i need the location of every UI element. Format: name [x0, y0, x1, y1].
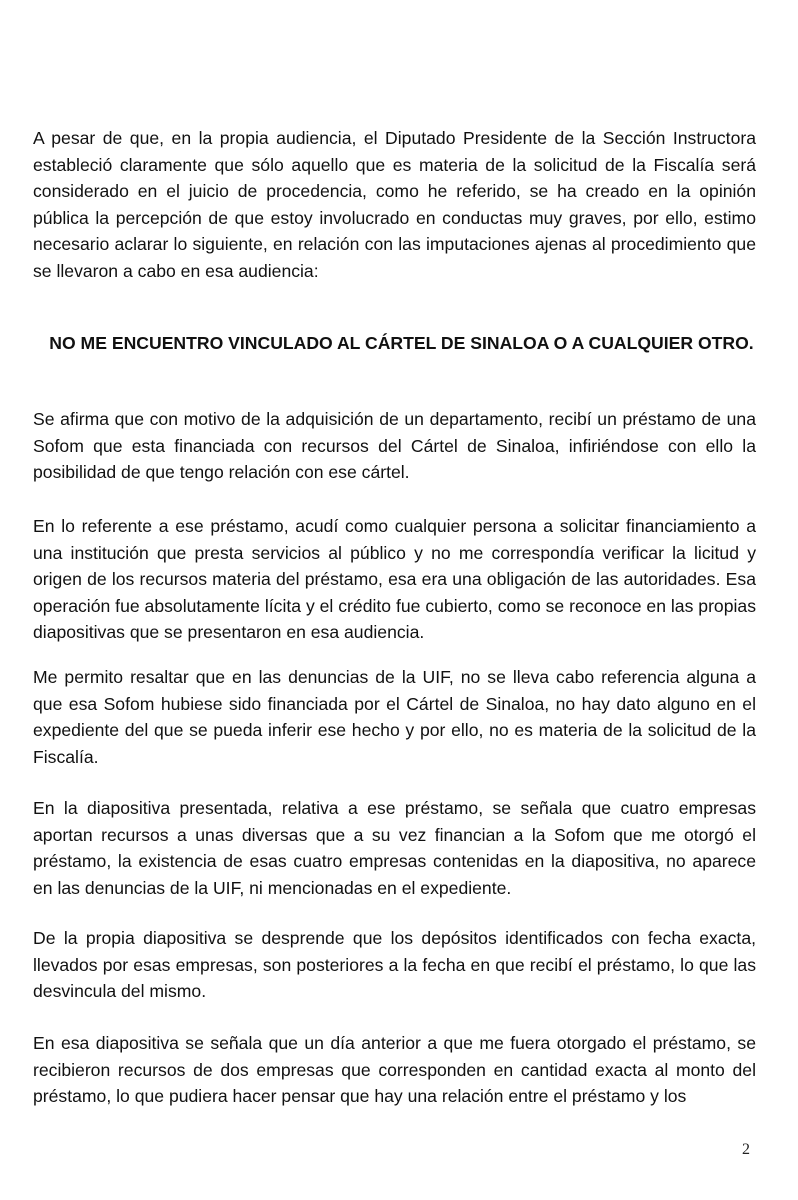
paragraph-loan-claim: Se afirma que con motivo de la adquisición de un departamento, recibí un préstamo de una Sofom que esta financiada con recursos del Cártel de Sinaloa, infiriéndose con ello la posibilidad de que tengo relación con ese cártel. [33, 409, 756, 482]
paragraph-intro: A pesar de que, en la propia audiencia, el Diputado Presidente de la Sección Instructora estableció claramente que sólo aquello que es materia de la solicitud de la Fiscalía será considerado en el juicio de procedencia, como he referido, se ha creado en la opinión pública la percepción de que estoy involucrado en conductas muy graves, por ello, estimo necesario aclarar lo siguiente, en relación con las imputaciones ajenas al procedimiento que se llevaron a cabo en esa audiencia: [33, 128, 756, 281]
paragraph-loan-explanation: En lo referente a ese préstamo, acudí como cualquier persona a solicitar financiamiento a una institución que presta servicios al público y no me correspondía verificar la licitud y origen de los recursos materia del préstamo, esa era una obligación de las autoridades. Esa operación fue absolutamente lícita y el crédito fue cubierto, como se reconoce en las propias diapositivas que se presentaron en esa audiencia. [33, 516, 756, 642]
paragraph-uif-complaints: Me permito resaltar que en las denuncias de la UIF, no se lleva cabo referencia alguna a que esa Sofom hubiese sido financiada por el Cártel de Sinaloa, no hay dato alguno en el expediente del que se pueda inferir ese hecho y por ello, no es materia de la solicitud de la Fiscalía. [33, 667, 756, 767]
paragraph-prior-day-deposits: En esa diapositiva se señala que un día anterior a que me fuera otorgado el préstamo, se recibieron recursos de dos empresas que corresponden en cantidad exacta al monto del préstamo, lo que pudiera hacer pensar que hay una relación entre el préstamo y los [33, 1033, 756, 1106]
paragraph-deposit-dates: De la propia diapositiva se desprende que los depósitos identificados con fecha exacta, llevados por esas empresas, son posteriores a la fecha en que recibí el préstamo, lo que las desvincula del mismo. [33, 928, 756, 1001]
page-number: 2 [742, 1141, 750, 1158]
paragraph-slide-companies: En la diapositiva presentada, relativa a ese préstamo, se señala que cuatro empresas aportan recursos a unas diversas que a su vez financian a la Sofom que me otorgó el préstamo, la existencia de esas cuatro empresas contenidas en la diapositiva, no aparece en las denuncias de la UIF, ni mencionadas en el expediente. [33, 798, 756, 898]
section-heading: NO ME ENCUENTRO VINCULADO AL CÁRTEL DE SINALOA O A CUALQUIER OTRO. [49, 333, 754, 353]
